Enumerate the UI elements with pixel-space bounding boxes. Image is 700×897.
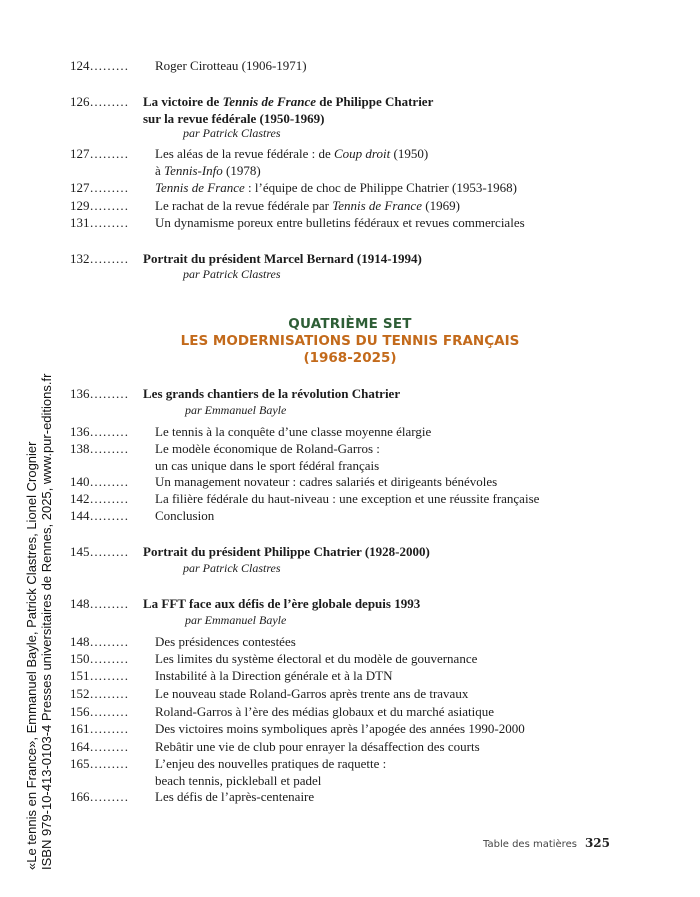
title-text: (1950) <box>390 146 429 161</box>
toc-entry-title: Rebâtir une vie de club pour enrayer la désaffection des courts <box>155 739 480 754</box>
toc-page-number: 150……… <box>70 651 129 666</box>
toc-entry-title <box>155 197 625 214</box>
toc-page-number: 148……… <box>70 596 129 611</box>
toc-page-number: 129……… <box>70 198 129 213</box>
toc-page-number: 136……… <box>70 424 129 439</box>
title-text: (1969) <box>421 198 460 213</box>
toc-entry-title: Les limites du système électoral et du modèle de gouvernance <box>155 651 478 666</box>
toc-page-number: 131……… <box>70 215 129 230</box>
toc-entry-title <box>155 179 625 196</box>
toc-author: par Patrick Clastres <box>183 267 281 281</box>
toc-entry-title: Un dynamisme poreux entre bulletins fédéraux et revues commerciales <box>155 215 525 230</box>
toc-author: par Patrick Clastres <box>183 126 281 140</box>
title-text: sur la revue fédérale (1950-1969) <box>143 111 325 126</box>
toc-chapter-title: Les grands chantiers de la révolution Chatrier <box>143 386 401 401</box>
page-number: 325 <box>584 836 610 850</box>
toc-page-number: 127……… <box>70 146 129 161</box>
title-emphasis: Tennis de France <box>155 180 245 195</box>
toc-entry-title <box>155 440 625 474</box>
toc-chapter-title: La FFT face aux défis de l’ère globale depuis 1993 <box>143 596 421 611</box>
title-emphasis: Tennis de France <box>222 94 316 109</box>
toc-page-number: 124……… <box>70 58 129 73</box>
toc-page-number: 148……… <box>70 634 129 649</box>
set-title: LES MODERNISATIONS DU TENNIS FRANÇAIS <box>180 333 520 349</box>
copyright-side-note <box>24 374 54 870</box>
toc-entry-title: Roger Cirotteau (1906-1971) <box>155 58 307 73</box>
title-text: de Philippe Chatrier <box>315 94 434 109</box>
toc-page-number: 126……… <box>70 94 129 109</box>
title-emphasis: Coup droit <box>334 146 391 161</box>
toc-entry-title <box>155 755 625 789</box>
running-footer-label: Table des matières <box>483 839 577 850</box>
title-text: un cas unique dans le sport fédéral français <box>155 458 380 473</box>
toc-page-number: 156……… <box>70 704 129 719</box>
toc-page-number: 138……… <box>70 441 129 456</box>
set-label: QUATRIÈME SET <box>288 316 412 332</box>
toc-entry-title <box>155 145 625 179</box>
title-text: beach tennis, pickleball et padel <box>155 773 322 788</box>
toc-entry-title: Le nouveau stade Roland-Garros après trente ans de travaux <box>155 686 469 701</box>
title-text: Le rachat de la revue fédérale par <box>155 198 333 213</box>
title-text: Les aléas de la revue fédérale : de <box>155 146 335 161</box>
toc-chapter-title <box>143 93 613 127</box>
toc-entry-title: La filière fédérale du haut-niveau : une exception et une réussite française <box>155 491 540 506</box>
toc-entry-title: Instabilité à la Direction générale et à la DTN <box>155 668 393 683</box>
toc-entry-title: Roland-Garros à l’ère des médias globaux et du marché asiatique <box>155 704 494 719</box>
toc-entry-title: Des victoires moins symboliques après l’apogée des années 1990-2000 <box>155 721 525 736</box>
toc-chapter-title: Portrait du président Philippe Chatrier (1928-2000) <box>143 544 430 559</box>
page-footer <box>483 836 610 850</box>
toc-chapter-title: Portrait du président Marcel Bernard (1914-1994) <box>143 251 422 266</box>
toc-page-number: 164……… <box>70 739 129 754</box>
toc-author: par Emmanuel Bayle <box>185 613 287 627</box>
toc-entry-title: Un management novateur : cadres salariés et dirigeants bénévoles <box>155 474 498 489</box>
title-text: La victoire de <box>143 94 223 109</box>
toc-entry-title: Conclusion <box>155 508 215 523</box>
set-title-dates: (1968-2025) <box>303 350 397 366</box>
section-heading <box>70 316 630 367</box>
toc-page-number: 132……… <box>70 251 129 266</box>
title-text: L’enjeu des nouvelles pratiques de raquette : <box>155 756 387 771</box>
toc-page-number: 145……… <box>70 544 129 559</box>
toc-author: par Emmanuel Bayle <box>185 403 287 417</box>
toc-page-number: 136……… <box>70 386 129 401</box>
title-text: à <box>155 163 165 178</box>
toc-entry-title: Le tennis à la conquête d’une classe moyenne élargie <box>155 424 432 439</box>
toc-author: par Patrick Clastres <box>183 561 281 575</box>
toc-page-number: 152……… <box>70 686 129 701</box>
toc-entry-title: Des présidences contestées <box>155 634 296 649</box>
toc-page-number: 165……… <box>70 756 129 771</box>
title-emphasis: Tennis de France <box>332 198 422 213</box>
title-text: : l’équipe de choc de Philippe Chatrier (1953-1968) <box>244 180 517 195</box>
toc-entry-title: Les défis de l’après-centenaire <box>155 789 315 804</box>
toc-page-number: 140……… <box>70 474 129 489</box>
toc-page-number: 142……… <box>70 491 129 506</box>
title-text: Le modèle économique de Roland-Garros : <box>155 441 380 456</box>
title-emphasis: Tennis-Info <box>164 163 223 178</box>
toc-page-number: 127……… <box>70 180 129 195</box>
toc-page-number: 144……… <box>70 508 129 523</box>
side-note-line: ISBN 979-10-413-0103-4 Presses universitaires de Rennes, 2025, www.pur-editions.fr <box>39 373 54 870</box>
side-note-line: «Le tennis en France», Emmanuel Bayle, Patrick Clastres, Lionel Crognier <box>24 441 39 870</box>
title-text: (1978) <box>222 163 261 178</box>
toc-page-number: 166……… <box>70 789 129 804</box>
toc-page-number: 161……… <box>70 721 129 736</box>
toc-page-number: 151……… <box>70 668 129 683</box>
